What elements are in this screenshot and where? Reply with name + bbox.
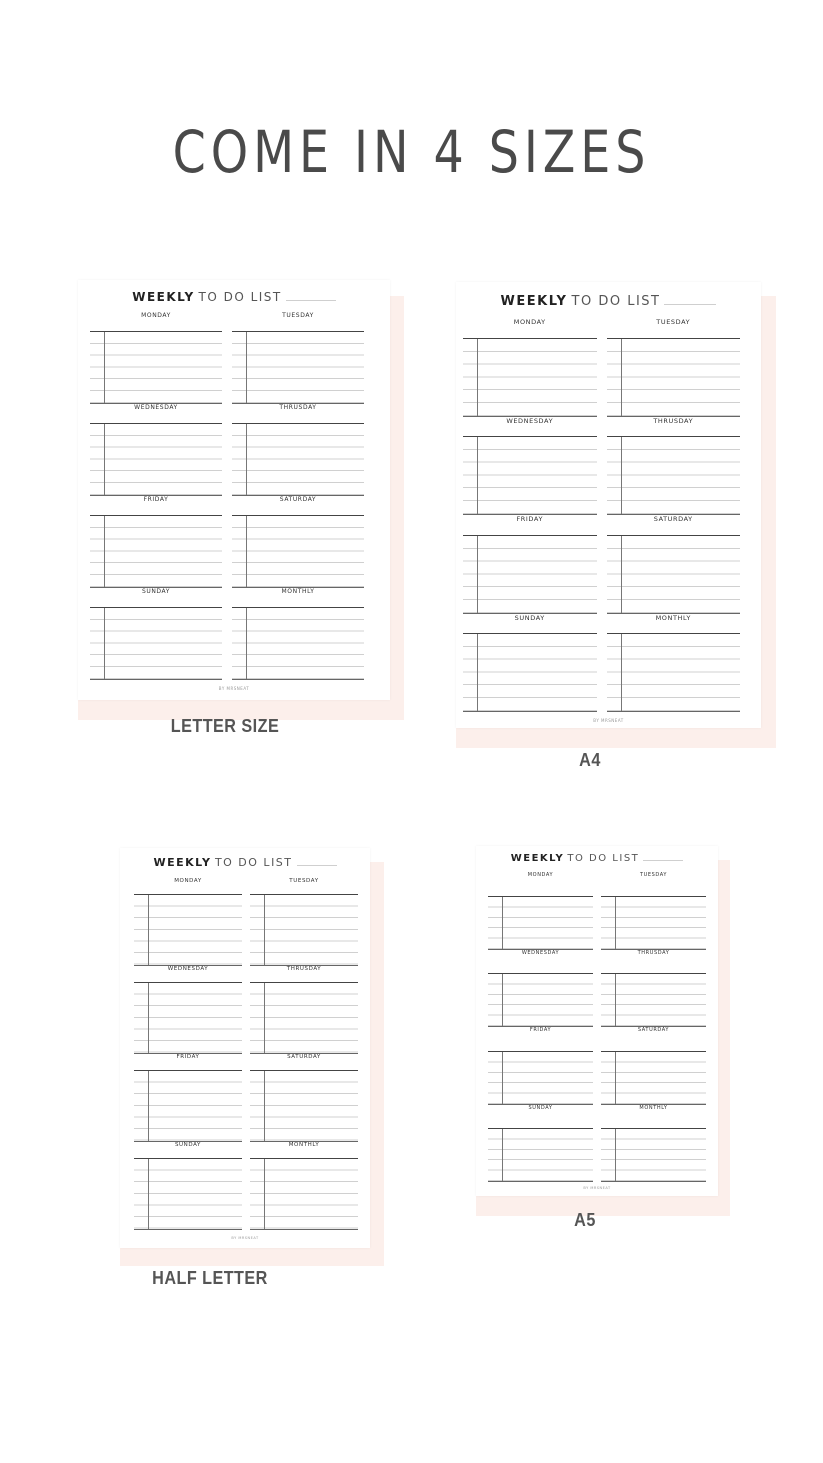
day-label: TUESDAY [656, 318, 691, 326]
day-section [90, 496, 222, 588]
day-label: FRIDAY [176, 1054, 200, 1060]
day-label: THRUSDAY [279, 404, 317, 411]
day-lines [134, 982, 242, 1054]
caption-a4: A4 [579, 750, 601, 770]
day-lines [601, 1128, 706, 1182]
day-label: SUNDAY [174, 1142, 202, 1148]
planner-footer: BY MRSNEAT [593, 718, 624, 723]
day-lines [134, 1070, 242, 1142]
planner-a4 [456, 282, 761, 728]
day-lines [250, 894, 358, 966]
day-label: SUNDAY [514, 613, 545, 622]
day-section [607, 318, 741, 417]
day-label: MONTHLY [281, 588, 315, 595]
title-underline [664, 304, 716, 305]
day-label: FRIDAY [516, 515, 544, 523]
day-label: THRUSDAY [637, 949, 670, 956]
day-label: TUESDAY [289, 878, 319, 884]
day-lines [463, 535, 597, 614]
planner-footer: BY MRSNEAT [583, 1186, 611, 1190]
day-label: SATURDAY [637, 1027, 670, 1033]
day-section [488, 872, 593, 950]
day-section [250, 1142, 358, 1230]
planner-title-bold: WEEKLY [500, 294, 568, 309]
day-section [90, 588, 222, 680]
planner-title-light: TO DO LIST [198, 290, 282, 304]
day-lines [488, 896, 593, 950]
planner-half-letter [120, 848, 370, 1248]
day-lines [463, 633, 597, 712]
day-section [134, 878, 242, 966]
day-section [134, 1054, 242, 1142]
day-section [601, 872, 706, 950]
day-label: WEDNESDAY [134, 404, 178, 411]
planner-title [456, 294, 761, 309]
day-section [232, 404, 364, 496]
day-lines [134, 894, 242, 966]
planner-title-bold: WEEKLY [510, 853, 565, 864]
day-section [488, 950, 593, 1028]
day-section [232, 312, 364, 404]
planner-title-light: TO DO LIST [571, 294, 661, 309]
title-underline [286, 300, 336, 301]
day-label: TUESDAY [639, 872, 668, 878]
day-label: SATURDAY [279, 496, 317, 503]
day-lines [607, 338, 741, 417]
day-section [607, 515, 741, 614]
day-section [488, 1027, 593, 1105]
day-grid [134, 878, 358, 1230]
day-lines [90, 423, 222, 496]
day-label: SATURDAY [287, 1054, 321, 1060]
day-label: SUNDAY [528, 1104, 553, 1111]
day-label: SUNDAY [141, 588, 171, 595]
caption-letter: LETTER SIZE [170, 716, 280, 736]
day-label: MONTHLY [288, 1142, 320, 1148]
planner-footer: BY MRSNEAT [218, 686, 250, 691]
title-underline [643, 860, 683, 861]
day-lines [607, 535, 741, 614]
day-section [607, 417, 741, 516]
day-lines [90, 607, 222, 680]
day-section [601, 1105, 706, 1183]
day-label: WEDNESDAY [506, 416, 554, 425]
day-label: FRIDAY [529, 1027, 552, 1033]
planner-title-light: TO DO LIST [567, 853, 640, 864]
day-lines [134, 1158, 242, 1230]
day-lines [232, 331, 364, 404]
day-lines [232, 423, 364, 496]
day-label: MONDAY [174, 878, 202, 884]
day-section [250, 878, 358, 966]
day-section [463, 515, 597, 614]
day-grid [463, 318, 740, 712]
day-lines [250, 1070, 358, 1142]
day-label: THRUSDAY [653, 416, 694, 425]
day-lines [232, 607, 364, 680]
planner-title [78, 290, 390, 304]
planner-footer: BY MRSNEAT [231, 1236, 259, 1240]
day-label: TUESDAY [282, 312, 314, 319]
day-lines [488, 973, 593, 1027]
planner-title [120, 856, 370, 869]
day-section [463, 417, 597, 516]
day-section [463, 318, 597, 417]
day-grid [488, 872, 706, 1182]
day-section [232, 496, 364, 588]
caption-a5: A5 [574, 1210, 596, 1230]
day-section [463, 614, 597, 713]
day-lines [250, 982, 358, 1054]
day-section [250, 966, 358, 1054]
day-label: MONTHLY [639, 1104, 668, 1111]
day-lines [463, 338, 597, 417]
day-section [134, 966, 242, 1054]
day-lines [250, 1158, 358, 1230]
day-lines [488, 1051, 593, 1105]
day-label: WEDNESDAY [521, 949, 560, 956]
planner-title-bold: WEEKLY [153, 856, 212, 869]
planner-a5 [476, 846, 718, 1196]
planner-title [476, 853, 718, 864]
day-label: MONTHLY [655, 613, 691, 622]
day-section [90, 312, 222, 404]
day-grid [90, 312, 364, 680]
day-section [232, 588, 364, 680]
day-label: SATURDAY [653, 515, 693, 523]
day-label: MONDAY [513, 318, 546, 326]
planner-letter [78, 280, 390, 700]
day-lines [232, 515, 364, 588]
day-label: THRUSDAY [286, 966, 322, 972]
title-underline [297, 865, 337, 866]
day-lines [488, 1128, 593, 1182]
caption-half-letter: HALF LETTER [152, 1268, 268, 1288]
day-lines [601, 973, 706, 1027]
planner-title-light: TO DO LIST [214, 856, 293, 869]
day-lines [463, 436, 597, 515]
day-label: FRIDAY [143, 496, 169, 503]
day-section [601, 1027, 706, 1105]
day-section [601, 950, 706, 1028]
day-lines [90, 515, 222, 588]
day-section [488, 1105, 593, 1183]
day-section [607, 614, 741, 713]
day-lines [607, 633, 741, 712]
day-section [134, 1142, 242, 1230]
day-lines [601, 1051, 706, 1105]
day-section [90, 404, 222, 496]
day-section [250, 1054, 358, 1142]
day-lines [607, 436, 741, 515]
day-lines [90, 331, 222, 404]
day-lines [601, 896, 706, 950]
planner-title-bold: WEEKLY [132, 290, 195, 304]
headline: COME IN 4 SIZES [172, 118, 651, 186]
day-label: MONDAY [141, 312, 171, 319]
day-label: WEDNESDAY [167, 966, 209, 972]
day-label: MONDAY [527, 872, 554, 878]
